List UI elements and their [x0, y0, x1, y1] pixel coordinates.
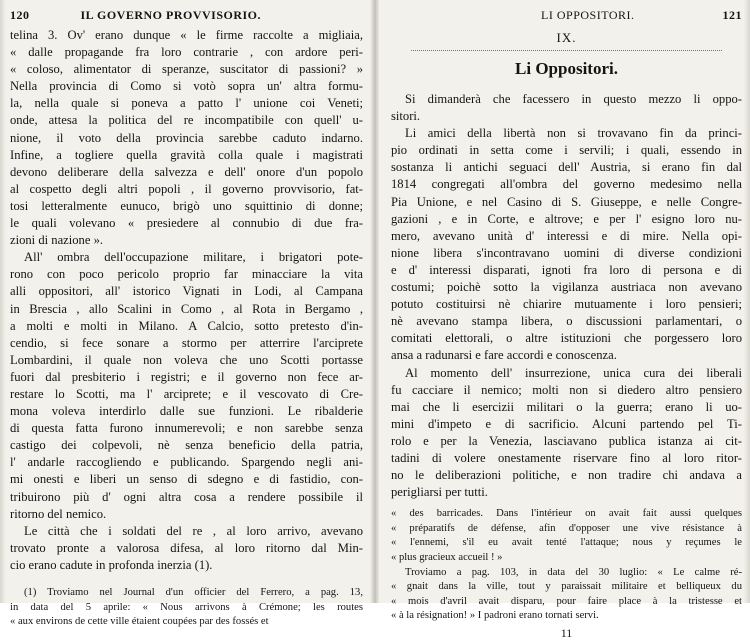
text-line: sitori.	[391, 109, 421, 124]
chapter-title: Li Oppositori.	[515, 59, 618, 78]
text-line: nione, il voto della provincia sarebbe caduto indarno.	[10, 130, 363, 145]
left-paragraph-3	[10, 523, 363, 574]
right-paragraph-3	[391, 365, 742, 502]
text-line: mini d'impeto e di sacrificio. Alcuni partendo pel Ti-	[391, 416, 742, 431]
text-line: Li amici della libertà non si trovavano fin da princi-	[405, 126, 742, 141]
left-running-title: IL GOVERNO PROVVISORIO.	[80, 8, 261, 22]
text-line: perigliarsi per tutti.	[391, 485, 488, 500]
footnote-line: Troviamo a pag. 103, in data del 30 luglio: « Le calme ré-	[405, 566, 742, 578]
text-line: Nella provincia di Como si votò sopra un' altra formu-	[10, 79, 363, 94]
text-line: cendio, si fece sonare a stormo per atterrire l'arciprete	[10, 335, 363, 350]
text-line: al cospetto degli altri popoli , il governo provvisorio, fat-	[10, 181, 363, 196]
text-line: fuori dal presbiterio i registri; e il governo non fece ar-	[10, 369, 363, 384]
text-line: ritorno del nemico.	[10, 506, 107, 521]
right-body	[391, 91, 742, 501]
right-paragraph-2	[391, 125, 742, 364]
text-line: sostanza li antichi seguaci dell' Austria, si erano fin dal	[391, 160, 742, 175]
left-paragraph-2	[10, 249, 363, 523]
text-line: e d' interessi disparati, ignoti fra loro di persona e di	[391, 262, 742, 277]
right-footnote	[391, 507, 742, 624]
text-line: mai che li esercizii militari o la guerra; erano li uo-	[391, 399, 742, 414]
text-line: Si dimanderà che facessero in questo mezzo li oppo-	[405, 92, 742, 106]
right-running-title: LI OPPOSITORI.	[541, 8, 635, 22]
text-line: fu cacciare il nemico; molti non si diedero altro pensiero	[391, 382, 742, 397]
text-line: mi onesti e liberi un senso di sdegno e di fastidio, con-	[10, 472, 363, 487]
text-line: All' ombra dell'occupazione militare, i brigatori pote-	[24, 250, 363, 265]
text-line: onde, attesa la politica del re incompatibile con quell' u-	[10, 113, 363, 128]
text-line: potuto costituirsi nè chiarire mutuamente i loro pensieri;	[391, 297, 742, 312]
chapter-divider	[411, 50, 722, 51]
text-line: Le città che i soldati del re , al loro arrivo, avevano	[24, 523, 363, 538]
text-line: zioni di nazione ».	[10, 233, 104, 248]
text-line: Al momento dell' insurrezione, unica cura dei liberali	[405, 365, 742, 380]
text-line: restare lo Scotti, ma l' arciprete; e il vescovato di Cre-	[10, 386, 363, 401]
left-running-head	[10, 8, 363, 24]
text-line: tosi letteralmente eunuco, brigò uno squittinio di donne;	[10, 198, 363, 213]
signature-mark: 11	[560, 626, 573, 640]
text-line: alli oppositori, all' istorico Vignati in Lodi, al Campana	[10, 284, 363, 299]
text-line: tadini di volere onestamente riservare fino al loro ritor-	[391, 450, 742, 465]
page-edge-shadow	[744, 0, 750, 603]
footnote-line: « l'ennemi, s'il eu avait tenté l'attaque; nous y reçumes le	[391, 537, 742, 549]
footnote-line: « mois d'avril avait disparu, pour faire place à la tristesse et	[391, 595, 742, 607]
text-line: telina 3. Ov' erano dunque « le firme raccolte a migliaia,	[10, 28, 363, 42]
text-line: rono con poco pericolo proprio far minacciare la vita	[10, 267, 363, 282]
text-line: castigo dei colpevoli, nè senza beneficio della patria,	[10, 438, 363, 453]
footnote-line: « aux environs de cette ville étaient coupées par des fossés et	[10, 616, 269, 628]
text-line: 1814 congregati all'ombra del governo medesimo nella	[391, 177, 742, 192]
text-line: gazioni , e in Corte, e altrove; e per l' esigno loro nu-	[391, 211, 742, 226]
page-edge-shadow	[0, 0, 6, 603]
footnote-line: « gnait dans la ville, tout y paraissait militaire et belliqueux du	[391, 581, 742, 593]
text-line: mero, avevano unità d' interessi e di mire. Nella opi-	[391, 228, 742, 243]
text-line: in Brescia , allo Scalini in Como , al Rota in Bergamo ,	[10, 301, 363, 316]
chapter-number: IX.	[556, 30, 577, 45]
footnote-line: « préparatifs de défense, afin d'opposer une vive résistance à	[391, 522, 742, 534]
text-line: di questa fatta furono innumerevoli; e non sarebbe senza	[10, 421, 363, 436]
text-line: le quali volevano « presiedere al connubio di due fra-	[10, 216, 363, 231]
text-line: « coloso, alimentator di speranze, suscitator di passioni? »	[10, 62, 363, 77]
text-line: costumi; poichè sotto la vigilanza austriaca non avevano	[391, 280, 742, 295]
text-line: no le deliberazioni politiche, e non tradire chi andava a	[391, 468, 742, 483]
footnote-line: « plus gracieux accueil ! »	[391, 552, 503, 564]
text-line: nè avevano stampa libera, o discussioni parlamentari, o	[391, 314, 742, 329]
right-page-number: 121	[722, 8, 742, 22]
footnote-line: (1) Troviamo nel Journal d'un officier del Ferrero, a pag. 13,	[24, 587, 363, 598]
text-line: rolo e per la Venezia, lasciavano publica istanza ai cit-	[391, 433, 742, 448]
text-line: la, nella quale si poneva a patto l' unione coi Veneti;	[10, 96, 363, 111]
text-line: a molti e molti in Milano. A Calcio, sotto pretesto d'in-	[10, 318, 363, 333]
text-line: comitati elettorali, o altre istituzioni che porgessero loro	[391, 331, 742, 346]
text-line: mona voleva interdirlo dalle sue funzioni. Le ribalderie	[10, 404, 363, 419]
text-line: devono deliberare della salvezza e dell' onore d'un popolo	[10, 164, 363, 179]
left-paragraph-1	[10, 27, 363, 249]
text-line: Lombardini, il quale non voleva che uno Scotti portasse	[10, 352, 363, 367]
left-footnote	[10, 586, 363, 630]
text-line: Pia Unione, e nel Casino di S. Giuseppe, e nelle Congre-	[391, 194, 742, 209]
text-line: cio erano cadute in profonda inerzia (1).	[10, 557, 213, 572]
text-line: Infine, a togliere quella gravità colla quale i magistrati	[10, 147, 363, 162]
right-page	[379, 0, 750, 640]
footnote-line: « à la résignation! » I padroni erano tornati servi.	[391, 610, 599, 622]
footnote-line: in data del 5 aprile: « Nous arrivons à Crémone; les routes	[10, 601, 363, 613]
left-body	[10, 27, 363, 574]
right-paragraph-1	[391, 91, 742, 125]
text-line: ansa a radunarsi e fare accordi e conoscenza.	[391, 348, 617, 363]
text-line: pio ordinati in setta come i servili; i quali, essendo in	[391, 143, 742, 158]
text-line: trovato pronte a valorosa difesa, al loro ritorno dal Min-	[10, 540, 363, 555]
text-line: l' andarle raccogliendo e publicando. Spargendo negli ani-	[10, 455, 363, 470]
left-page	[0, 0, 371, 628]
footnote-line: « des barricades. Dans l'intérieur on avait fait aussi quelques	[391, 508, 742, 520]
text-line: « dalle propagande fra loro contrarie , con ardore peri-	[10, 45, 363, 60]
left-page-number: 120	[10, 8, 30, 22]
right-running-head	[391, 8, 742, 24]
text-line: tribuirono più d' ogni altra cosa a rendere possibile il	[10, 489, 363, 504]
text-line: nione libera s'incontravano uomini di diverse condizioni	[391, 245, 742, 260]
